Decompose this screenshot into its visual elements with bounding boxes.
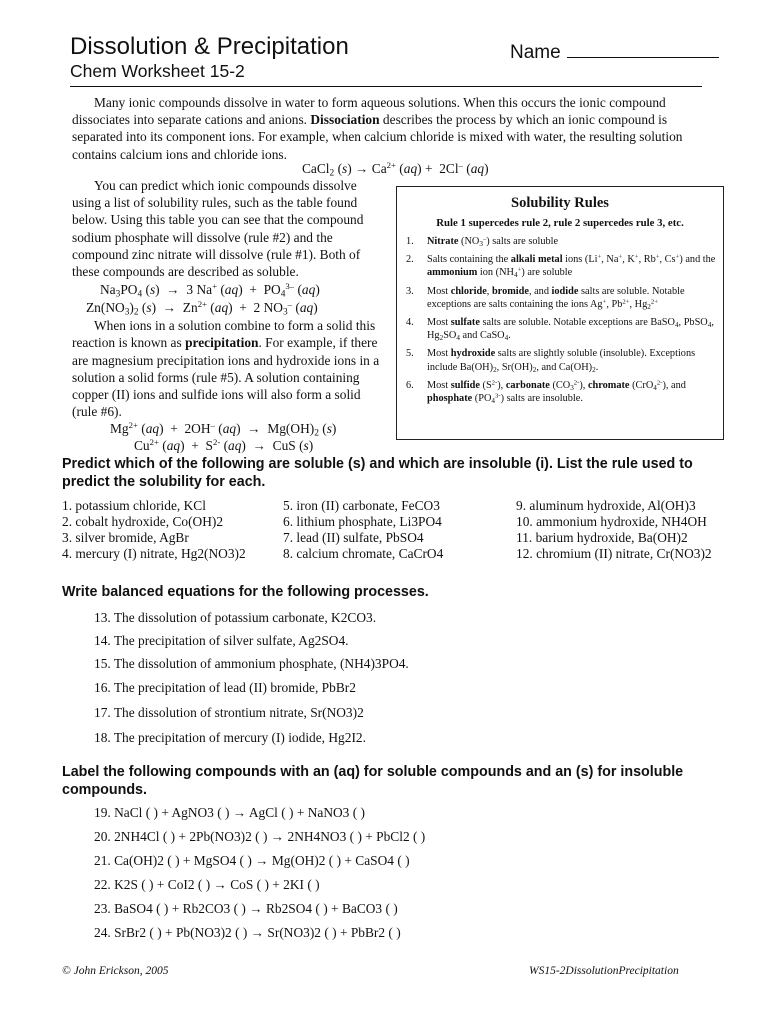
- question-20: 20. 2NH4Cl ( ) + 2Pb(NO3)2 ( ) → 2NH4NO3 ( ) + PbCl2 ( ): [94, 829, 426, 844]
- question-4: 4. mercury (I) nitrate, Hg2(NO3)2: [62, 546, 246, 561]
- section1-heading: Predict which of the following are soluble (s) and which are insoluble (i). List the rule used to predict the solubility for each.: [62, 456, 693, 490]
- question-1: 1. potassium chloride, KCl: [62, 498, 206, 513]
- rule-number: 4.: [406, 317, 414, 329]
- question-10: 10. ammonium hydroxide, NH4OH: [516, 514, 707, 529]
- name-label: Name: [510, 42, 561, 63]
- name-field[interactable]: [510, 41, 719, 64]
- question-17: 17. The dissolution of strontium nitrate, Sr(NO3)2: [94, 705, 364, 720]
- question-15: 15. The dissolution of ammonium phosphate, (NH4)3PO4.: [94, 656, 409, 671]
- rule-number: 1.: [406, 236, 414, 247]
- equation-na3po4: $Na_3PO_4$ (s) → 3 Na+ $(aq) + PO_4^{3-}$ (aq): [100, 281, 320, 300]
- question-8: 8. calcium chromate, CaCrO4: [283, 546, 444, 561]
- rule-number: 2.: [406, 254, 414, 266]
- precip-text-start: When ions in a solution combine to form a solid this reaction is known as: [72, 318, 376, 351]
- question-16: 16. The precipitation of lead (II) bromide, PbBr2: [94, 680, 356, 695]
- rule-5: 5. Most hydroxide salts are slightly soluble (insoluble). Exceptions include $Ba(OH)_2$, $Sr(OH)_2$, and $Ca(OH)_2$.: [406, 348, 696, 374]
- equation-zn-no3: $Zn(NO_3)_2$ $(s) \to Zn^{2+}$ (aq) + 2 $NO_3^-$ (aq): [86, 299, 318, 318]
- rule-4: 4. Most sulfate salts are soluble. Notable exceptions are BaSO$_4$, PbSO$_4$, $Hg_2SO_4$ and CaSO$_4$.: [406, 317, 714, 343]
- equation-mgoh2: $Mg^{2+}$ (aq) + 2OH– $(aq) \to Mg(OH)_2$ (s): [110, 420, 337, 439]
- rule-6: 6. Most sulfide $(S^{2-})$, carbonate $(CO_3^{2-})$, chromate (CrO$_4^{2-}$), and phosphate $(PO_4^{3-})$ salts are insoluble.: [406, 379, 686, 405]
- worksheet-subtitle: Chem Worksheet 15-2: [70, 61, 245, 81]
- intro-term: Dissociation: [310, 112, 380, 128]
- question-22: 22. K2S ( ) + CoI2 ( ) → CoS ( ) + 2KI ( ): [94, 877, 320, 892]
- header-divider: [70, 86, 702, 87]
- rule-number: 3.: [406, 285, 414, 297]
- rule-3: 3. Most chloride, bromide, and iodide salts are soluble. Notable exceptions are salts containing the ions Ag+, $Pb^{2+}$, $Hg_2^{2+}$: [406, 285, 685, 311]
- question-2: 2. cobalt hydroxide, Co(OH)2: [62, 514, 224, 529]
- question-23: 23. BaSO4 ( ) + Rb2CO3 ( ) → Rb2SO4 ( ) + BaCO3 ( ): [94, 901, 398, 916]
- question-12: 12. chromium (II) nitrate, Cr(NO3)2: [516, 546, 712, 561]
- question-9: 9. aluminum hydroxide, Al(OH)3: [516, 498, 696, 513]
- page-title: Dissolution & Precipitation: [70, 33, 349, 60]
- intro-text-start: Many ionic compounds dissolve in water to form aqueous solutions. When this occurs the ionic compound dissociates into separate cations and anions.: [72, 95, 666, 128]
- name-blank-line[interactable]: [567, 41, 719, 58]
- question-21: 21. Ca(OH)2 ( ) + MgSO4 ( ) → Mg(OH)2 ( ) + CaSO4 ( ): [94, 853, 410, 868]
- solubility-rules-subtitle: Rule 1 supercedes rule 2, rule 2 supercedes rule 3, etc.: [436, 217, 684, 229]
- question-7: 7. lead (II) sulfate, PbSO4: [283, 530, 424, 545]
- footer-copyright: © John Erickson, 2005: [62, 965, 169, 977]
- section2-heading: Write balanced equations for the following processes.: [62, 584, 429, 600]
- question-5: 5. iron (II) carbonate, FeCO3: [283, 498, 440, 513]
- precip-term: precipitation: [185, 335, 259, 351]
- question-18: 18. The precipitation of mercury (I) iodide, Hg2I2.: [94, 730, 366, 745]
- equation-cus: $Cu^{2+}$ $(aq) + S^{2-}$ (aq) → CuS (s): [134, 437, 314, 454]
- section3-heading: Label the following compounds with an (aq) for soluble compounds and an (s) for insoluble compounds.: [62, 764, 684, 798]
- rule-number: 5.: [406, 348, 414, 360]
- solubility-rules-title: Solubility Rules: [511, 195, 609, 211]
- footer-filename: WS15-2DissolutionPrecipitation: [529, 965, 679, 977]
- intro-paragraph: [72, 94, 704, 163]
- precipitation-paragraph: [72, 317, 386, 420]
- rule-number: 6.: [406, 379, 414, 391]
- solubility-rules-box: [396, 186, 724, 440]
- intro-text-end: describes the process by which an ionic compound is separated into its component ions. For example, when calcium chloride is mixed with water, the resulting solution contains calcium ions and chloride ions.: [72, 112, 683, 162]
- rule-1: 1. Nitrate $(NO_3^-)$ salts are soluble: [406, 235, 559, 248]
- question-24: 24. SrBr2 ( ) + Pb(NO3)2 ( ) → Sr(NO3)2 ( ) + PbBr2 ( ): [94, 925, 401, 940]
- question-3: 3. silver bromide, AgBr: [62, 530, 189, 545]
- solubility-rules-paragraph: You can predict which ionic compounds dissolve using a list of solubility rules, such as the table found below. Using this table you can see that the compound sodium phosphate will dissolve (rule #2) and the compound zinc nitrate will dissolve (rule #1). Both of these compounds are described as soluble.: [72, 178, 364, 280]
- question-19: 19. NaCl ( ) + AgNO3 ( ) → AgCl ( ) + NaNO3 ( ): [94, 805, 365, 820]
- question-11: 11. barium hydroxide, Ba(OH)2: [516, 530, 688, 545]
- question-6: 6. lithium phosphate, Li3PO4: [283, 514, 442, 529]
- question-14: 14. The precipitation of silver sulfate, Ag2SO4.: [94, 633, 349, 648]
- precip-text-end: . For example, if there are magnesium precipitation ions and hydroxide ions in a solution a solid forms (rule #5). A solution containing copper (II) ions and sulfide ions will also form a solid (rule #6).: [72, 335, 380, 420]
- question-13: 13. The dissolution of potassium carbonate, K2CO3.: [94, 610, 377, 625]
- left-column: [72, 177, 386, 454]
- equation-cacl2: CaCl$_2$ $(s) \to Ca^{2+}$ (aq) + 2Cl– (aq): [302, 160, 489, 179]
- rule-2: 2. Salts containing the alkali metal ions (Li+, Na+, K+, Rb+, Cs+) and the ammonium ion $(NH_4^+)$ are soluble: [406, 253, 716, 280]
